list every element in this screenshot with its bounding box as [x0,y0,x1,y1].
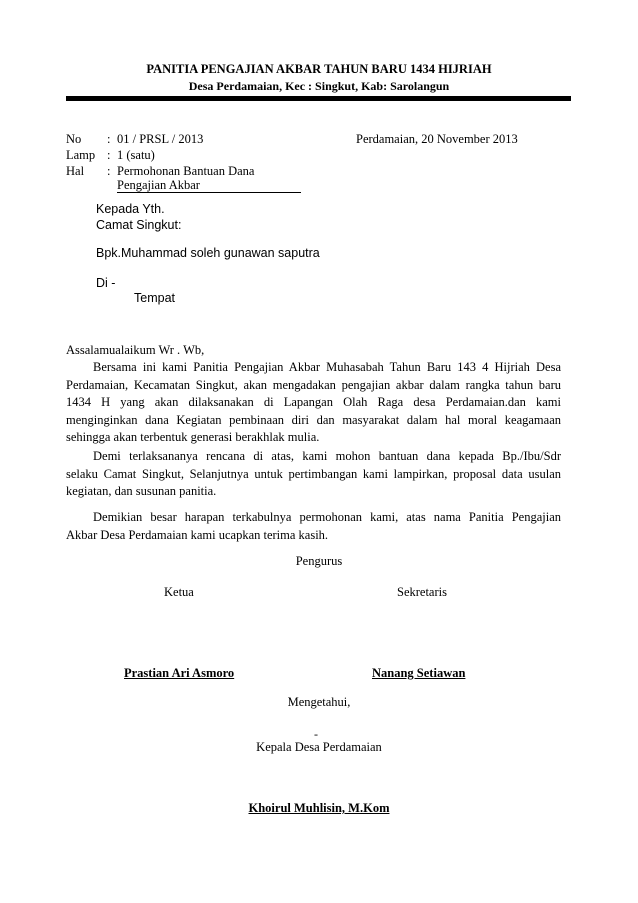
paragraph-1 [66,359,561,447]
paragraph-line: Demikian besar harapan terkabulnya permohonan kami, atas nama Panitia Pengajian [93,510,561,524]
paragraph-line: Demi terlaksananya rencana di atas, kami mohon bantuan dana kepada Bp./Ibu/Sdr [93,449,561,463]
paragraph-line: 1434 H yang akan dilaksanakan di Lapangan Olah Raga desa Perdamaian.dan kami [66,395,561,409]
paragraph-line: sehingga akan terbentuk generasi berakhlak mulia. [66,430,320,444]
letter-date: Perdamaian, 20 November 2013 [356,132,518,146]
meta-hal-value: Permohonan Bantuan Dana [117,164,255,178]
paragraph-line: selaku Camat Singkut, Selanjutnya untuk pertimbangan kami lampirkan, proposal data usulan [66,466,561,481]
pengurus-label: Pengurus [295,554,343,568]
letterhead-subtitle: Desa Perdamaian, Kec : Singkut, Kab: Sarolangun [188,79,450,93]
recipient-kepada: Kepada Yth. [96,202,165,216]
mengetahui-label: Mengetahui, [287,695,351,709]
paragraph-3 [66,509,561,544]
kepala-title: Kepala Desa Perdamaian [256,740,382,754]
paragraph-line: kegiatan, dan susunan panitia. [66,484,217,498]
sekretaris-title: Sekretaris [397,585,447,599]
meta-no-value: 01 / PRSL / 2013 [117,132,204,146]
paragraph-2 [66,448,561,501]
meta-no-label: No [66,132,82,146]
meta-colon: : [107,132,111,146]
paragraph-line: menginginkan dana Kegiatan pembinaan diri dan masyarakat dalam hal moral keagamaan [66,412,561,427]
recipient-tempat: Tempat [134,291,175,305]
meta-hal-label: Hal [66,164,85,178]
recipient-camat: Camat Singkut: [96,218,182,232]
greeting: Assalamualaikum Wr . Wb, [66,343,205,357]
meta-colon: : [107,164,111,178]
sekretaris-name: Nanang Setiawan [372,666,466,680]
letterhead-title: PANITIA PENGAJIAN AKBAR TAHUN BARU 1434 HIJRIAH [146,62,492,76]
paragraph-line: Bersama ini kami Panitia Pengajian Akbar Muhasabah Tahun Baru 143 4 Hijriah Desa [93,360,561,374]
meta-lamp-label: Lamp [66,148,96,162]
recipient-name: Bpk.Muhammad soleh gunawan saputra [96,246,320,260]
paragraph-line: Akbar Desa Perdamaian kami ucapkan terima kasih. [66,527,329,542]
recipient-di: Di - [96,276,116,290]
meta-colon: : [107,148,111,162]
ketua-name: Prastian Ari Asmoro [124,666,235,680]
letterhead-rule [66,96,571,101]
kepala-name: Khoirul Muhlisin, M.Kom [248,801,390,815]
ketua-title: Ketua [164,585,194,599]
meta-lamp-value: 1 (satu) [117,148,155,162]
paragraph-line: Perdamaian, Kecamatan Singkut, akan mengadakan pengajian akbar dalam rangka tahun baru [66,377,561,392]
signature-dash: - [314,727,318,741]
meta-hal-value-2: Pengajian Akbar [117,179,301,193]
